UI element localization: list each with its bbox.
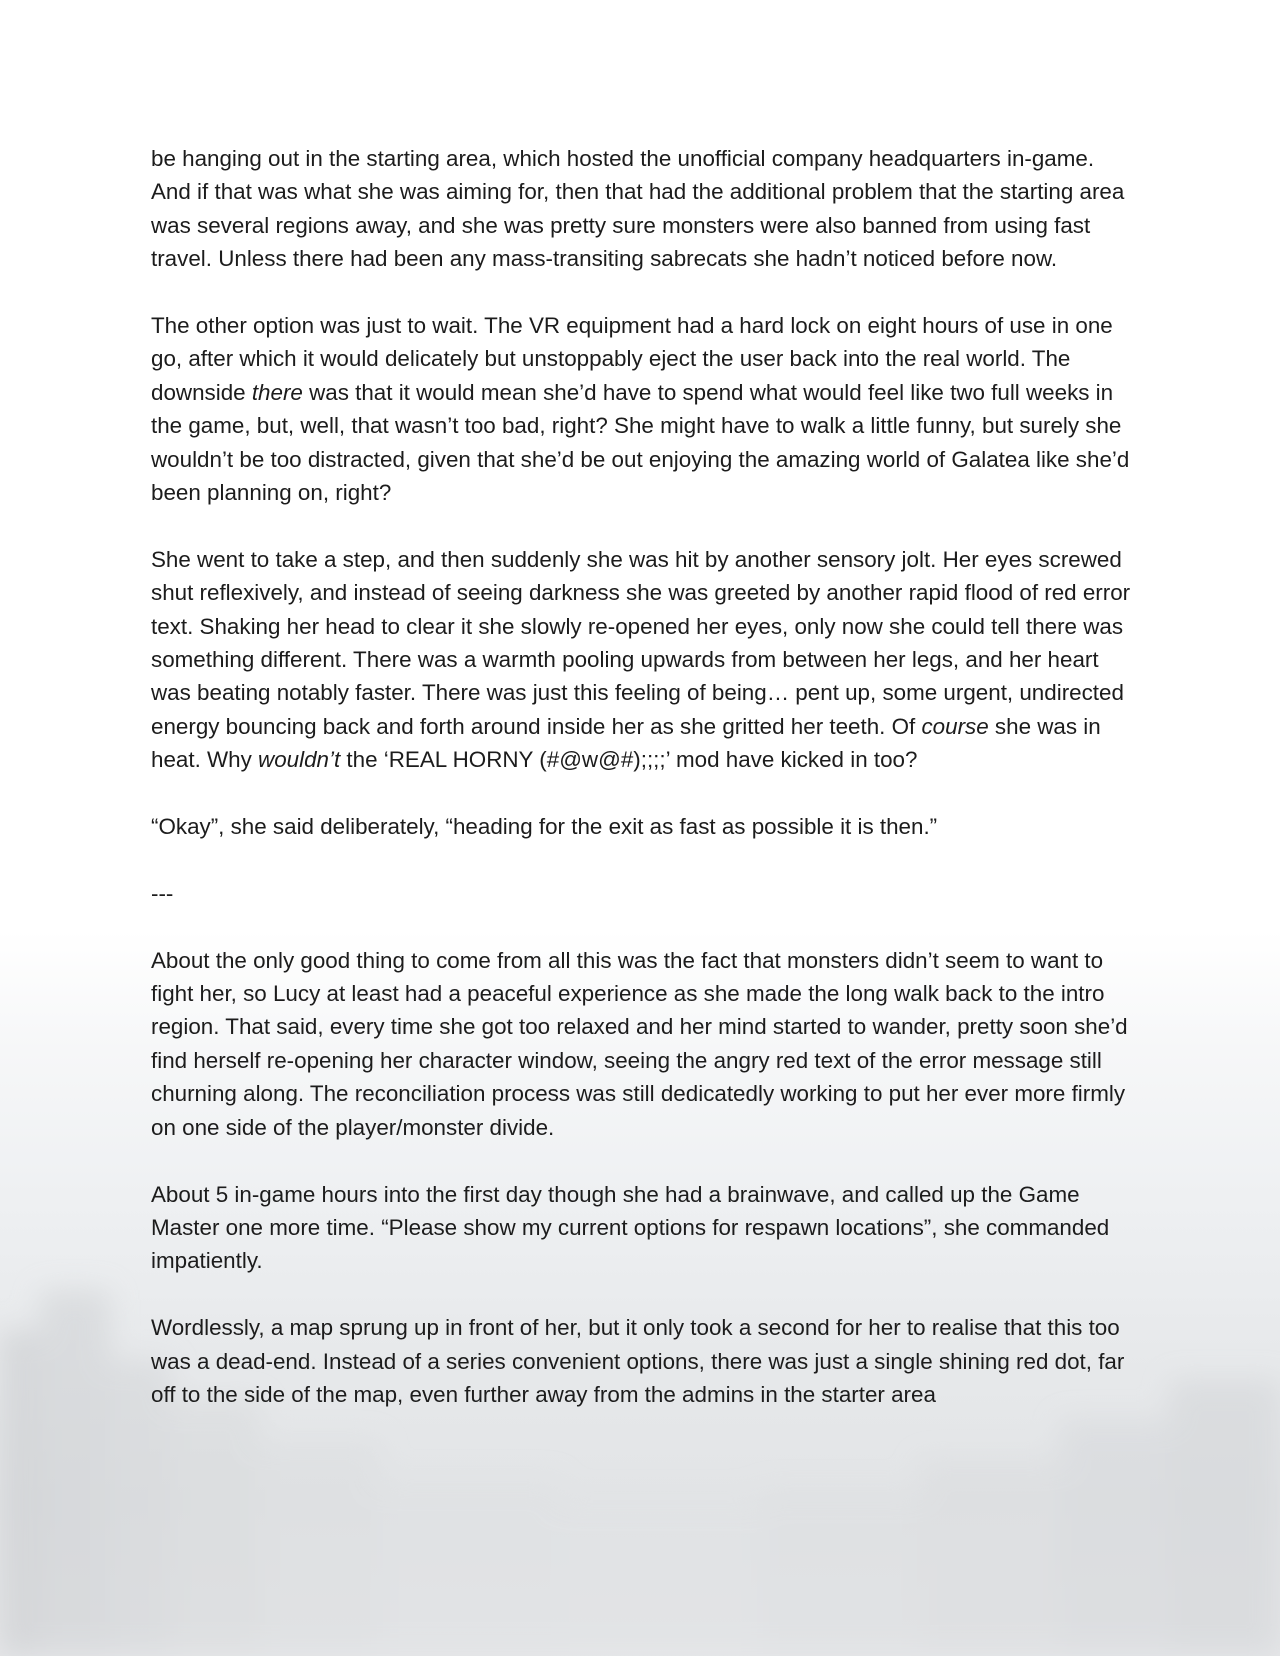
text-run: be hanging out in the starting area, which hosted the unofficial company headquarters in-game. And if that was what she was aiming for, then that had the additional problem that the starting area was several regions away, and she was pretty sure monsters were also banned from using fast travel. Unless there had been any mass-transiting sabrecats she hadn’t noticed before now. (151, 146, 1125, 272)
text-run: About the only good thing to come from all this was the fact that monsters didn’t seem to want to fight her, so Lucy at least had a peaceful experience as she made the long walk back to the intro region. That said, every time she got too relaxed and her mind started to wander, pretty soon she’d find herself re-opening her character window, seeing the angry red text of the error message still churning along. The reconciliation process was still dedicatedly working to put her ever more firmly on one side of the player/monster divide. (151, 947, 1128, 1140)
text-run: “Okay”, she said deliberately, “heading for the exit as fast as possible it is then.” (151, 814, 938, 840)
paragraph (151, 1311, 1131, 1411)
emphasis-text: wouldn’t (258, 747, 341, 773)
text-run: the ‘REAL HORNY (#@w@#);;;;’ mod have kicked in too? (340, 747, 918, 773)
text-run: About 5 in-game hours into the first day though she had a brainwave, and called up the Game Master one more time. “Please show my current options for respawn locations”, she commanded impatiently. (151, 1181, 1110, 1274)
paragraph (151, 944, 1131, 1144)
paragraph (151, 543, 1131, 777)
text-run: She went to take a step, and then suddenly she was hit by another sensory jolt. Her eyes screwed shut reflexively, and instead of seeing darkness she was greeted by another rapid flood of red error text. Shaking her head to clear it she slowly re-opened her eyes, only now she could tell there was something different. There was a warmth pooling upwards from between her legs, and her heart was beating notably faster. There was just this feeling of being… pent up, some urgent, undirected energy bouncing back and forth around inside her as she gritted her teeth. Of (151, 546, 1131, 739)
paragraph (151, 1178, 1131, 1278)
text-run: she was in heat. Why (151, 713, 1101, 773)
emphasis-text: there (251, 379, 303, 405)
paragraph (151, 309, 1131, 509)
paragraph (151, 810, 1131, 843)
text-run: --- (151, 880, 174, 906)
text-run: The other option was just to wait. The VR equipment had a hard lock on eight hours of use in one go, after which it would delicately but unstoppably eject the user back into the real world. The downside (151, 313, 1113, 405)
text-run: Wordlessly, a map sprung up in front of her, but it only took a second for her to realise that this too was a dead-end. Instead of a series convenient options, there was just a single shining red dot, far off to the side of the map, even further away from the admins in the starter area (151, 1315, 1125, 1407)
paragraph (151, 142, 1131, 276)
emphasis-text: course (921, 713, 989, 739)
document-body (151, 142, 1131, 1411)
text-run: was that it would mean she’d have to spend what would feel like two full weeks in the game, but, well, that wasn’t too bad, right? She might have to walk a little funny, but surely she wouldn’t be too distracted, given that she’d be out enjoying the amazing world of Galatea like she’d been planning on, right? (151, 379, 1130, 506)
section-divider (151, 877, 1131, 910)
